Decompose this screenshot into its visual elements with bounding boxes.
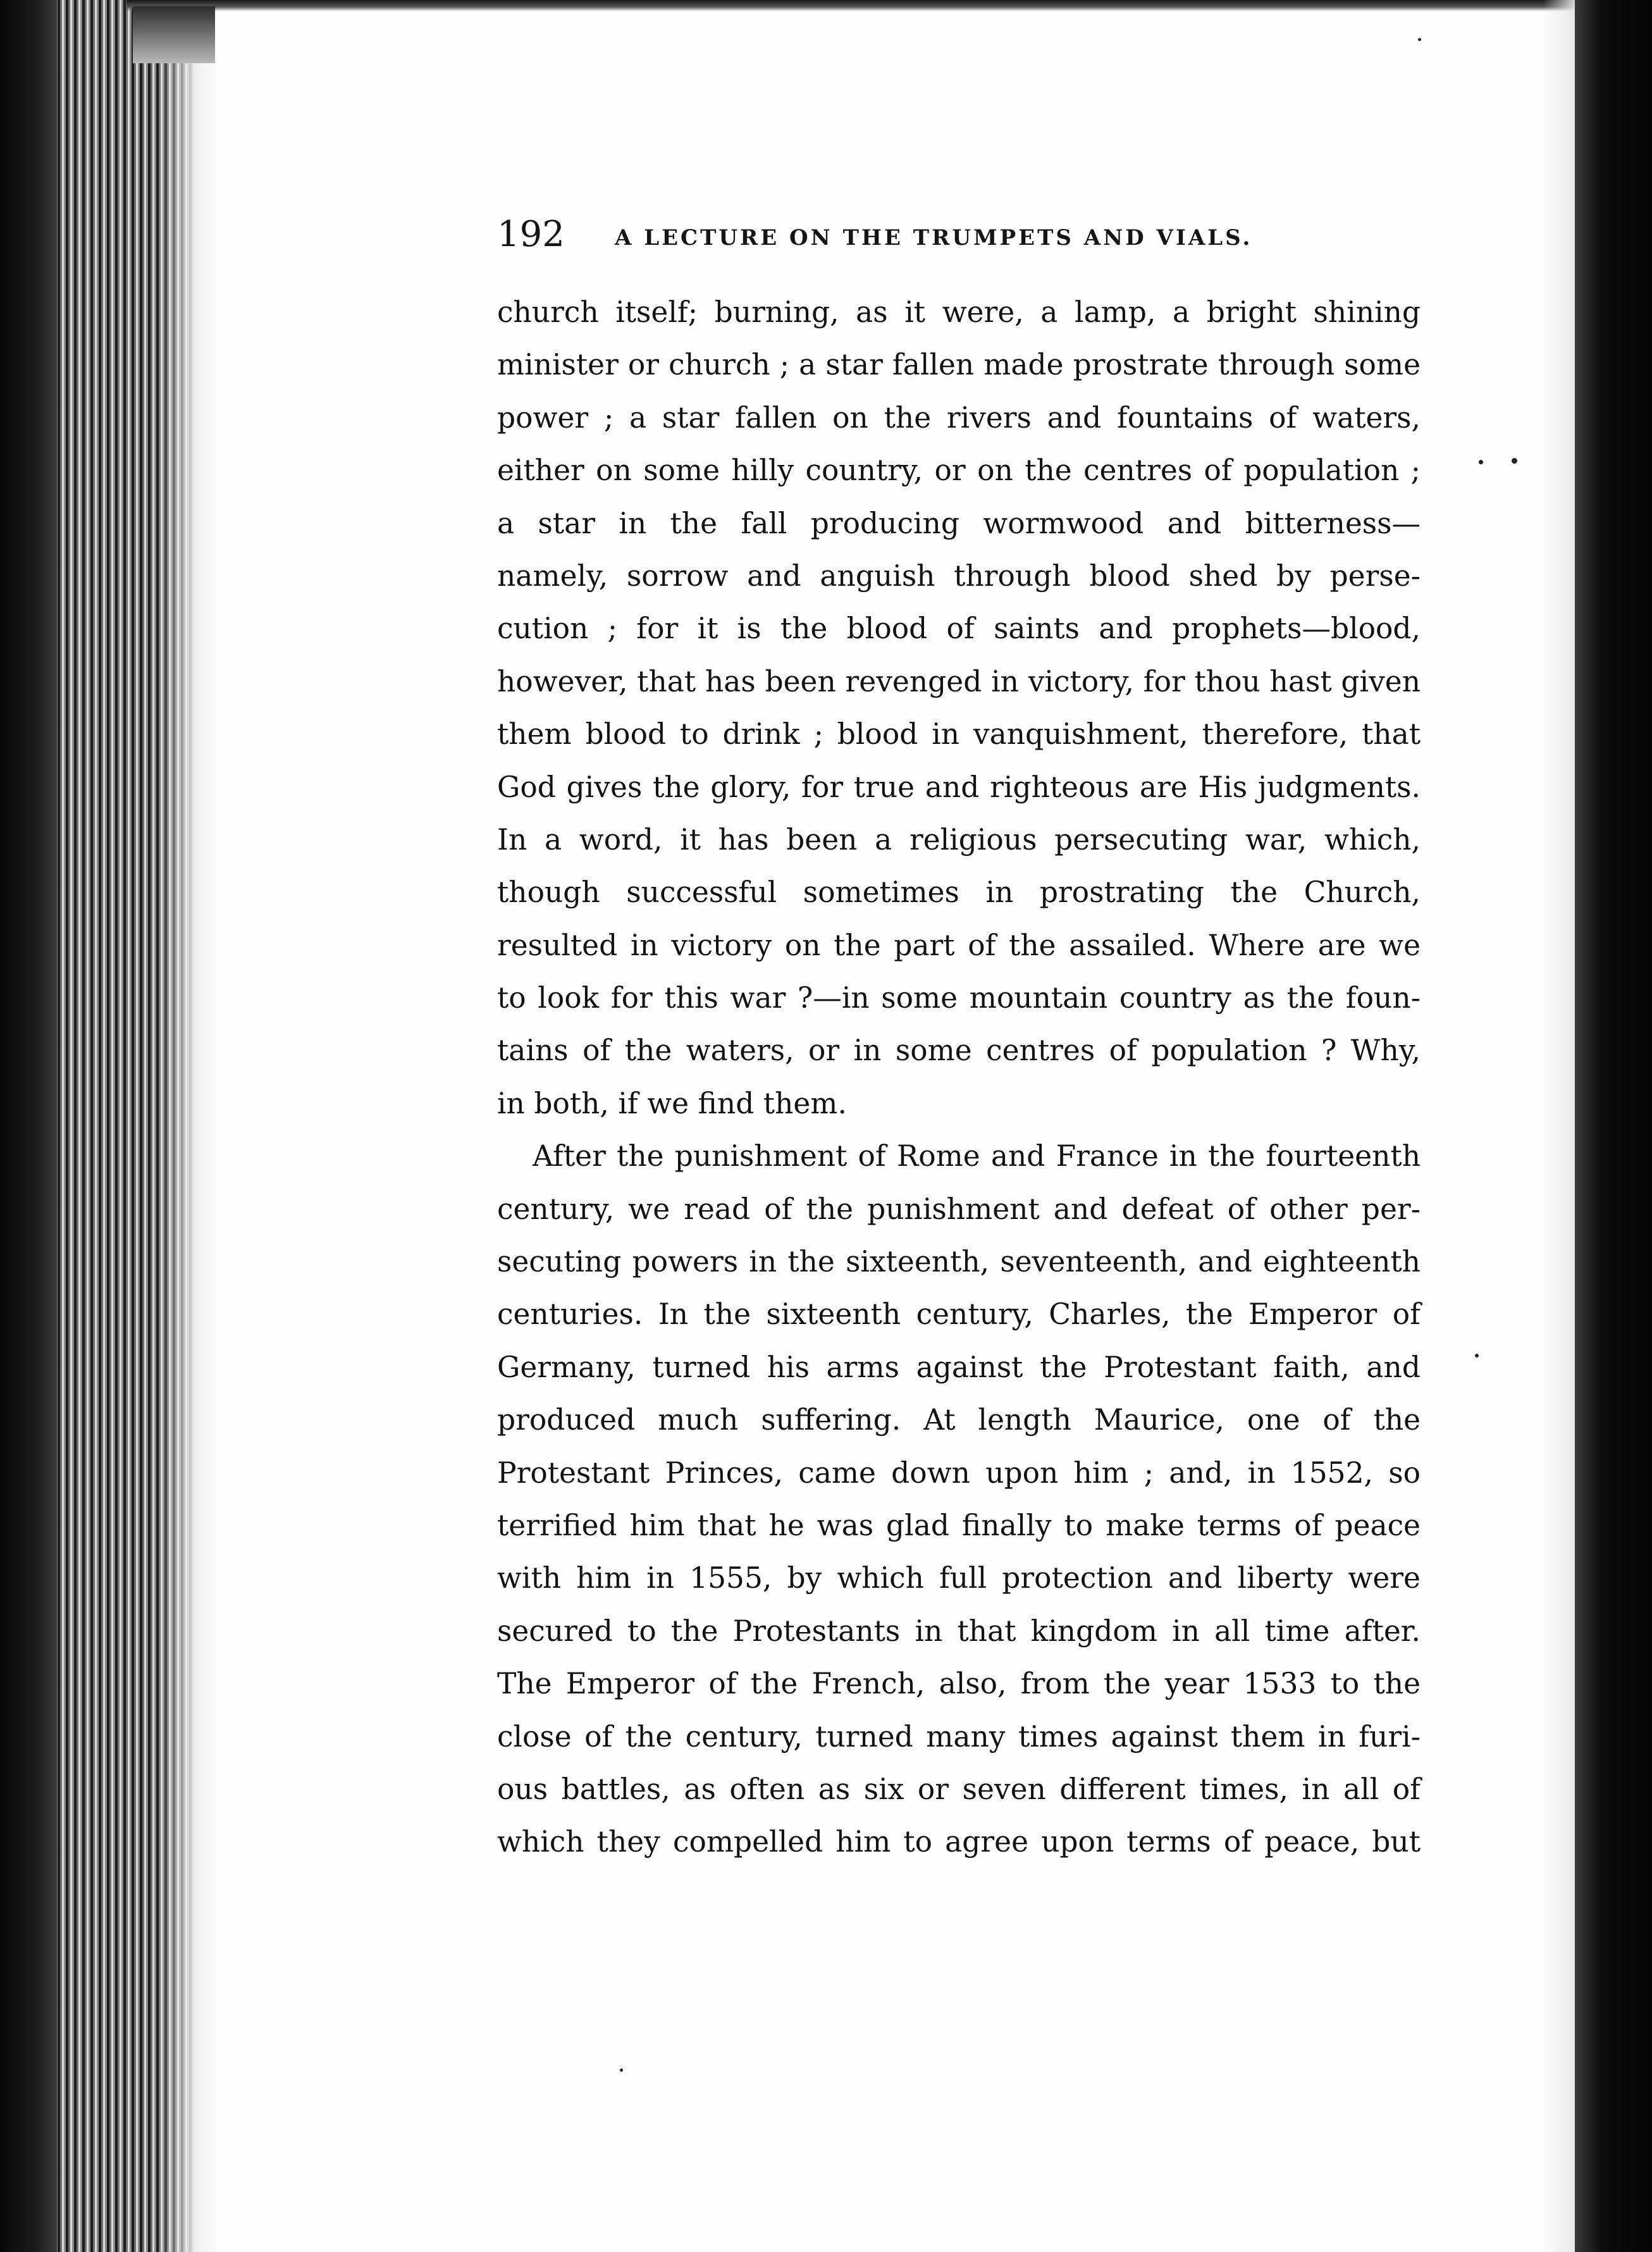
text-line: tains of the waters, or in some centres of population ? Why, bbox=[497, 1034, 1421, 1068]
text-line: produced much suffering. At length Maurice, one of the bbox=[497, 1403, 1421, 1437]
text-line: secured to the Protestants in that kingdom in all time after. bbox=[497, 1614, 1421, 1648]
text-line: cution ; for it is the blood of saints and prophets—blood, bbox=[497, 612, 1421, 646]
top-edge-shadow bbox=[126, 0, 1581, 11]
text-line: The Emperor of the French, also, from the year 1533 to the bbox=[497, 1667, 1421, 1701]
text-line: power ; a star fallen on the rivers and fountains of waters, bbox=[497, 400, 1421, 435]
text-line: church itself; burning, as it were, a lamp, a bright shining bbox=[497, 295, 1421, 329]
text-line: to look for this war ?—in some mountain country as the foun- bbox=[497, 981, 1421, 1015]
scan-speck bbox=[1512, 458, 1517, 464]
text-line: them blood to drink ; blood in vanquishment, therefore, that bbox=[497, 717, 1421, 752]
text-line: Germany, turned his arms against the Protestant faith, and bbox=[497, 1350, 1421, 1384]
text-line: minister or church ; a star fallen made prostrate through some bbox=[497, 348, 1421, 382]
running-title: A LECTURE ON THE TRUMPETS AND VIALS. bbox=[615, 225, 1253, 251]
text-line: however, that has been revenged in victory, for thou hast given bbox=[497, 664, 1421, 698]
text-line: with him in 1555, by which full protection and liberty were bbox=[497, 1561, 1421, 1595]
text-line: century, we read of the punishment and defeat of other per- bbox=[497, 1192, 1421, 1226]
left-binding-shadow bbox=[0, 0, 57, 2252]
page-edge-fade bbox=[158, 0, 215, 2252]
page-number: 192 bbox=[497, 214, 565, 255]
text-line: In a word, it has been a religious persecuting war, which, bbox=[497, 822, 1421, 857]
text-line: God gives the glory, for true and righteous are His judgments. bbox=[497, 770, 1421, 804]
body-text bbox=[497, 286, 1421, 1869]
text-line: either on some hilly country, or on the centres of population ; bbox=[497, 454, 1421, 488]
running-head bbox=[497, 213, 1281, 257]
top-corner-fold bbox=[133, 6, 215, 63]
text-line: resulted in victory on the part of the assailed. Where are we bbox=[497, 928, 1421, 962]
right-page-shadow bbox=[1543, 0, 1578, 2252]
text-line: After the punishment of Rome and France in the fourteenth bbox=[533, 1139, 1421, 1173]
scan-speck bbox=[1418, 38, 1421, 41]
right-gutter bbox=[1575, 0, 1652, 2252]
scan-speck bbox=[1475, 1354, 1479, 1358]
text-line: Protestant Princes, came down upon him ; and, in 1552, so bbox=[497, 1456, 1421, 1490]
text-line: secuting powers in the sixteenth, seventeenth, and eighteenth bbox=[497, 1245, 1421, 1279]
text-line: terrified him that he was glad finally to make terms of peace bbox=[497, 1508, 1421, 1542]
text-line: though successful sometimes in prostrating the Church, bbox=[497, 875, 1421, 910]
text-line: ous battles, as often as six or seven different times, in all of bbox=[497, 1772, 1421, 1806]
text-line: close of the century, turned many times against them in furi- bbox=[497, 1719, 1421, 1754]
text-line: a star in the fall producing wormwood and bitterness— bbox=[497, 506, 1421, 540]
scan-speck bbox=[1479, 460, 1483, 464]
text-line: in both, if we find them. bbox=[497, 1086, 847, 1120]
scan-speck bbox=[620, 2069, 623, 2072]
text-line: which they compelled him to agree upon terms of peace, but bbox=[497, 1825, 1421, 1859]
text-line: centuries. In the sixteenth century, Charles, the Emperor of bbox=[497, 1297, 1421, 1332]
text-line: namely, sorrow and anguish through blood shed by perse- bbox=[497, 559, 1421, 593]
